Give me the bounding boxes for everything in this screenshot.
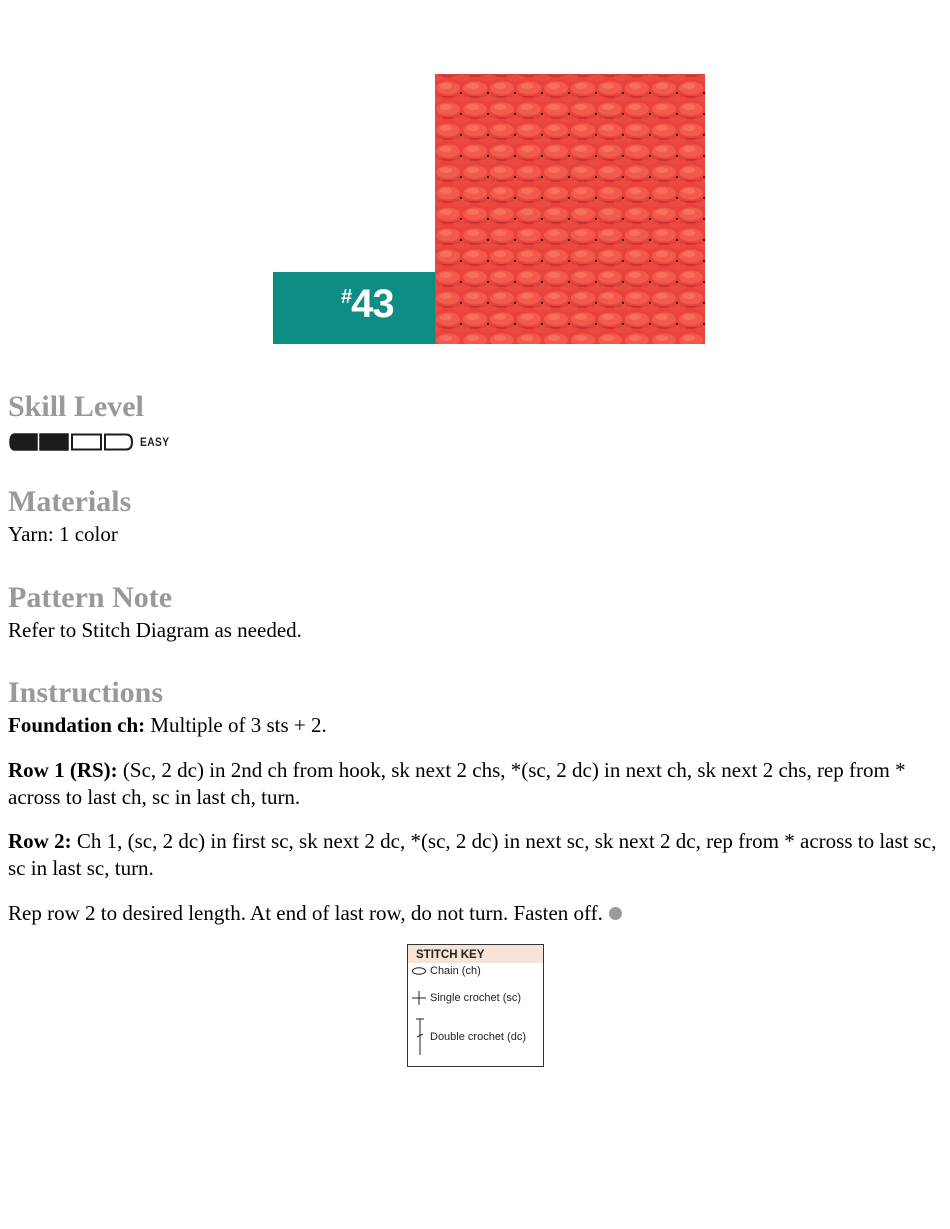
single-crochet-symbol-icon (411, 990, 427, 1006)
skill-level-label: EASY (140, 435, 170, 449)
stitch-key-title: STITCH KEY (408, 945, 543, 963)
materials-yarn: Yarn: 1 color (8, 522, 118, 546)
row1-instruction (8, 757, 948, 811)
final-instruction (8, 900, 948, 927)
pattern-hero (273, 74, 705, 344)
materials-heading: Materials (8, 485, 132, 518)
end-dot-icon (609, 907, 622, 920)
stitch-key-item (411, 990, 521, 1006)
foundation-label: Foundation ch: (8, 713, 146, 737)
row1-label: Row 1 (RS): (8, 758, 118, 782)
row2-label: Row 2: (8, 829, 72, 853)
final-text: Rep row 2 to desired length. At end of last row, do not turn. Fasten off. (8, 901, 603, 925)
pattern-note-text: Refer to Stitch Diagram as needed. (8, 618, 302, 642)
foundation-instruction (8, 712, 948, 739)
double-crochet-symbol-icon (411, 1017, 427, 1057)
stitch-key-item (411, 1017, 526, 1057)
skill-level-meter (9, 432, 175, 452)
pattern-number-badge (273, 272, 435, 344)
stitch-key-label: Double crochet (dc) (430, 1031, 526, 1043)
stitch-key-label: Single crochet (sc) (430, 992, 522, 1004)
row2-text: Ch 1, (sc, 2 dc) in first sc, sk next 2 dc, *(sc, 2 dc) in next sc, sk next 2 dc, rep from * across to last sc, sc in last sc, turn. (8, 829, 937, 880)
chain-symbol-icon (411, 966, 427, 976)
stitch-key-item (411, 965, 481, 977)
skill-level-heading: Skill Level (8, 390, 144, 423)
row1-text: (Sc, 2 dc) in 2nd ch from hook, sk next 2 chs, *(sc, 2 dc) in next ch, sk next 2 chs, rep from * across to last ch, sc in last ch, turn. (8, 758, 906, 809)
stitch-key-label: Chain (ch) (430, 965, 481, 977)
foundation-text: Multiple of 3 sts + 2. (145, 713, 327, 737)
skill-level-bars-icon (9, 432, 134, 452)
pattern-number-value: 43 (351, 282, 394, 326)
stitch-swatch-photo (435, 74, 705, 344)
row2-instruction (8, 828, 948, 882)
pattern-number-hash: # (341, 286, 352, 308)
stitch-key (407, 944, 544, 1067)
pattern-number (341, 282, 394, 327)
pattern-note-heading: Pattern Note (8, 581, 173, 614)
instructions-heading: Instructions (8, 676, 164, 709)
